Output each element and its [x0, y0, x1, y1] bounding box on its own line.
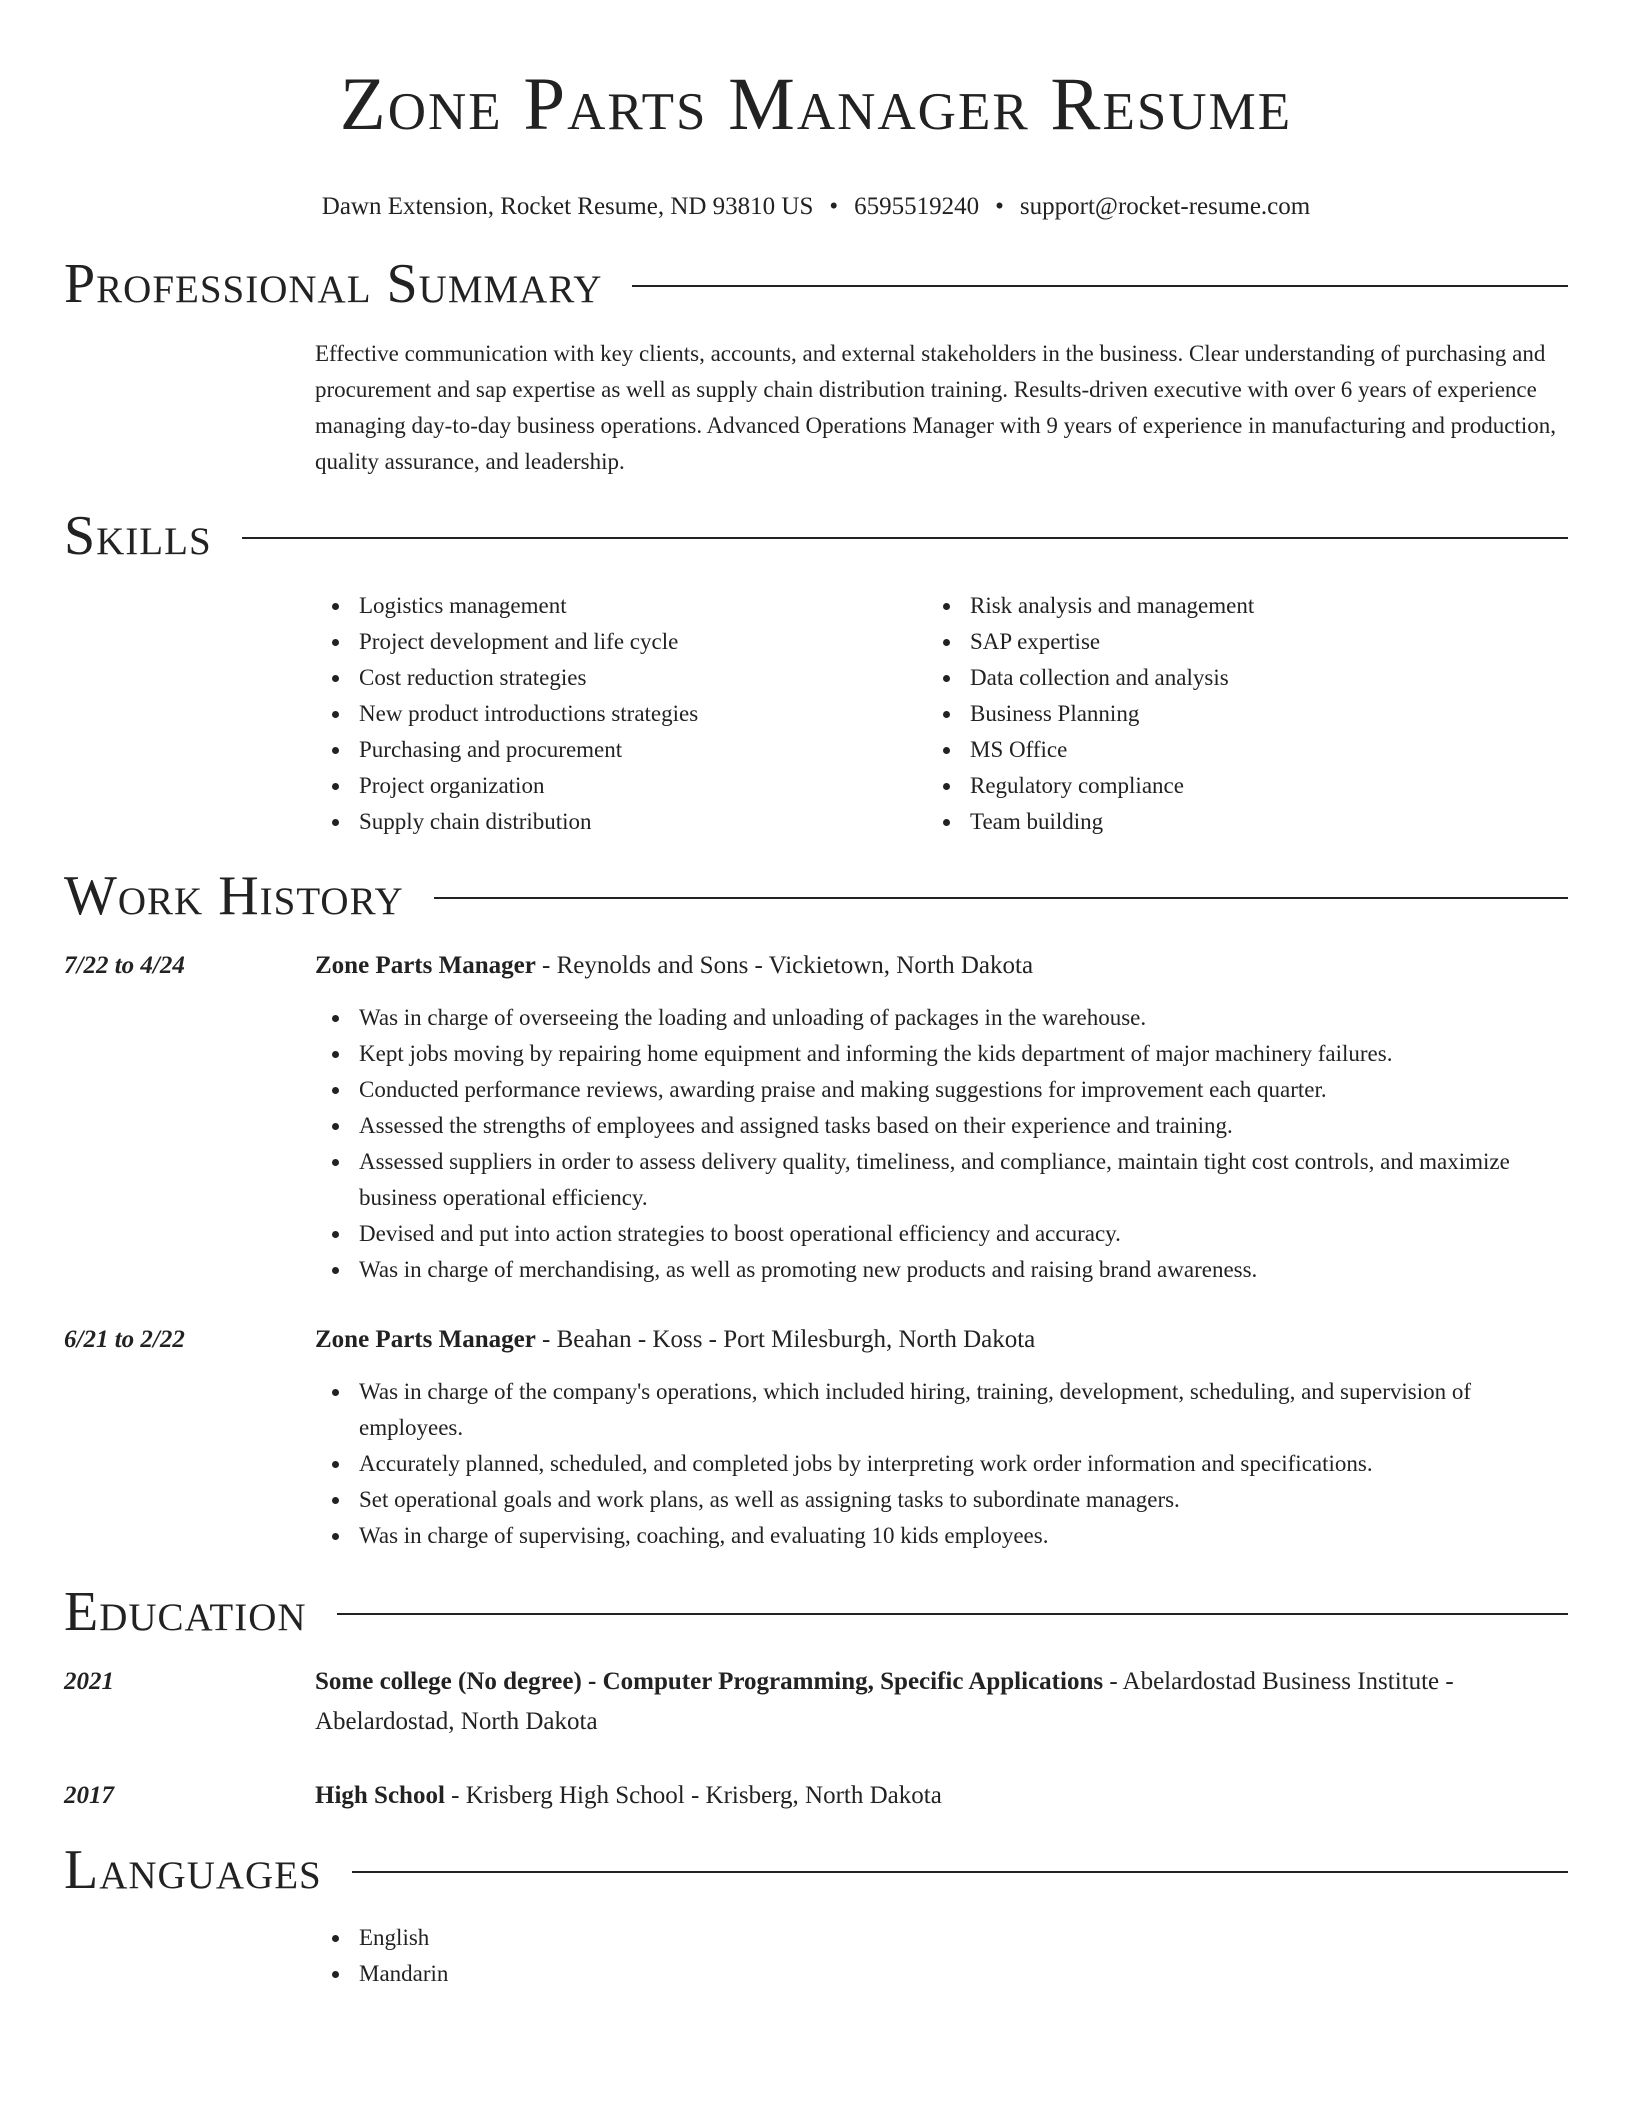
contact-line [0, 192, 1632, 222]
work-section-header [64, 864, 1568, 928]
skill-item: Team building [970, 804, 1526, 840]
education-degree: High School [315, 1782, 445, 1809]
separator: • [995, 193, 1004, 220]
section-divider [337, 1613, 1568, 1615]
job-bullet: Set operational goals and work plans, as well as assigning tasks to subordinate managers. [359, 1482, 1568, 1518]
education-degree: Some college (No degree) - Computer Programming, Specific Applications [315, 1668, 1104, 1695]
job-role: Zone Parts Manager [315, 952, 536, 979]
job-bullet: Assessed the strengths of employees and assigned tasks based on their experience and training. [359, 1108, 1568, 1144]
job-bullet: Devised and put into action strategies to boost operational efficiency and accuracy. [359, 1216, 1568, 1252]
skill-item: Regulatory compliance [970, 768, 1526, 804]
skill-item: Project development and life cycle [359, 624, 915, 660]
skills-section-header [64, 504, 1568, 568]
resume-header [0, 60, 1632, 222]
job-bullet: Was in charge of merchandising, as well as promoting new products and raising brand awareness. [359, 1252, 1568, 1288]
education-year: 2017 [64, 1782, 114, 1809]
job-company: - Beahan - Koss - Port Milesburgh, North Dakota [535, 1326, 1036, 1353]
section-divider [352, 1871, 1568, 1873]
skill-item: MS Office [970, 732, 1526, 768]
email-link[interactable]: support@rocket-resume.com [1019, 193, 1311, 220]
education-school: - Abelardostad Business Institute - Abelardostad, North Dakota [315, 1668, 1454, 1735]
job-bullet: Was in charge of overseeing the loading and unloading of packages in the warehouse. [359, 1000, 1568, 1036]
languages-list [315, 1920, 1568, 1992]
phone: 6595519240 [854, 193, 980, 220]
education-section-header [64, 1580, 1568, 1644]
language-item: English [359, 1920, 1568, 1956]
summary-text: Effective communication with key clients, accounts, and external stakeholders in the business. Clear understanding of purchasing and procurement and sap expertise as well as supply chain distribution training. Results-driven executive with over 6 years of experience managing day-to-day business operations. Advanced Operations Manager with 9 years of experience in manufacturing and production, quality assurance, and leadership. [315, 341, 1556, 474]
skill-item: Purchasing and procurement [359, 732, 915, 768]
job-bullets [315, 1000, 1568, 1288]
education-entry [315, 1662, 1568, 1742]
separator: • [829, 193, 839, 220]
skills-heading: Skills [64, 505, 212, 567]
skill-item: Logistics management [359, 588, 915, 624]
job-bullet: Was in charge of the company's operations, which included hiring, training, development, scheduling, and supervision of employees. [359, 1374, 1568, 1446]
job-title-line [315, 1320, 1568, 1360]
languages-section-header [64, 1838, 1568, 1902]
skill-item: Cost reduction strategies [359, 660, 915, 696]
skill-item: Business Planning [970, 696, 1526, 732]
skills-column-left [315, 588, 915, 840]
job-company: - Reynolds and Sons - Vickietown, North Dakota [535, 952, 1034, 979]
skill-item: Data collection and analysis [970, 660, 1526, 696]
section-divider [632, 285, 1568, 287]
job-role: Zone Parts Manager [315, 1326, 536, 1353]
job-bullet: Assessed suppliers in order to assess delivery quality, timeliness, and compliance, maintain tight cost controls, and maximize business operational efficiency. [359, 1144, 1568, 1216]
job-dates: 7/22 to 4/24 [64, 952, 185, 979]
education-heading: Education [64, 1581, 307, 1643]
education-year: 2021 [64, 1668, 114, 1695]
summary-heading: Professional Summary [64, 253, 603, 315]
job-dates: 6/21 to 2/22 [64, 1326, 185, 1353]
job-bullet: Kept jobs moving by repairing home equipment and informing the kids department of major machinery failures. [359, 1036, 1568, 1072]
page-title: Zone Parts Manager Resume [339, 63, 1293, 146]
skill-item: Supply chain distribution [359, 804, 915, 840]
languages-heading: Languages [64, 1839, 322, 1901]
skill-item: New product introductions strategies [359, 696, 915, 732]
skill-item: Risk analysis and management [970, 588, 1526, 624]
education-entry [315, 1776, 1568, 1816]
address: Dawn Extension, Rocket Resume, ND 93810 US [321, 193, 814, 220]
work-heading: Work History [64, 865, 404, 927]
job-title-line [315, 946, 1568, 986]
skill-item: SAP expertise [970, 624, 1526, 660]
job-bullets [315, 1374, 1568, 1554]
summary-section-header [64, 252, 1568, 316]
job-bullet: Conducted performance reviews, awarding praise and making suggestions for improvement each quarter. [359, 1072, 1568, 1108]
section-divider [434, 897, 1568, 899]
language-item: Mandarin [359, 1956, 1568, 1992]
skills-column-right [926, 588, 1526, 840]
job-bullet: Accurately planned, scheduled, and completed jobs by interpreting work order information and specifications. [359, 1446, 1568, 1482]
skill-item: Project organization [359, 768, 915, 804]
job-bullet: Was in charge of supervising, coaching, and evaluating 10 kids employees. [359, 1518, 1568, 1554]
education-school: - Krisberg High School - Krisberg, North Dakota [444, 1782, 942, 1809]
section-divider [242, 537, 1568, 539]
